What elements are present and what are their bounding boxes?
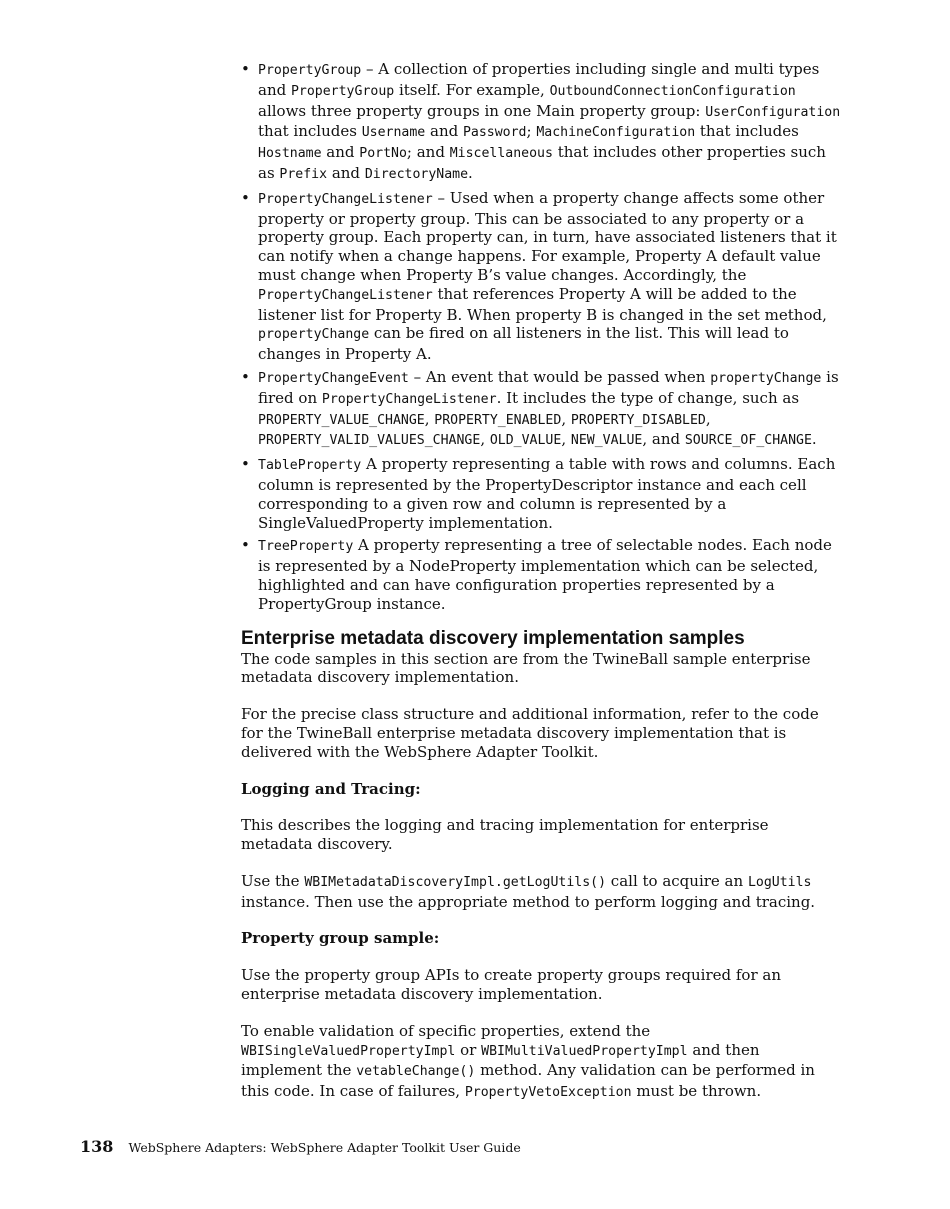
bullet-icon: • [241,60,250,78]
property-type-list [241,60,841,614]
list-item [241,189,841,364]
code-term: PROPERTY_VALUE_CHANGE [258,412,425,428]
page-number: 138 [80,1137,114,1156]
code-term: propertyChange [710,370,822,386]
book-title: WebSphere Adapters: WebSphere Adapter Toolkit User Guide [128,1140,521,1155]
bullet-icon: • [241,536,250,555]
code-term: PROPERTY_DISABLED [570,412,706,428]
code-term: TableProperty [258,458,362,474]
code-term: NEW_VALUE [570,433,643,449]
list-item [241,536,841,613]
code-term: OLD_VALUE [489,433,562,449]
code-term: WBISingleValuedPropertyImpl [241,1043,456,1059]
code-term: UserConfiguration [705,104,841,120]
code-term: PropertyChangeListener [258,287,433,303]
code-term: PropertyGroup [290,83,395,99]
page-footer [80,1137,521,1156]
code-term: PropertyChangeListener [258,191,433,207]
code-term: Username [361,125,426,141]
list-item-text: PropertyGroup – A collection of properties including single and multi types and PropertyGroup itself. For example, OutboundConnectionConfiguration allows three property groups in one Main property group: UserConfiguration that includes Username and Password; MachineConfiguration that includes Hostname and PortNo; and Miscellaneous that includes other properties such as Prefix and DirectoryName. [258,60,841,182]
code-term: PropertyVetoException [464,1085,632,1101]
list-item [241,455,841,532]
logging-paragraph: This describes the logging and tracing implementation for enterprise metadata discovery. [241,816,769,854]
property-group-paragraph: Use the property group APIs to create property groups required for an enterprise metadata discovery implementation. [241,966,781,1004]
list-item-text: TreeProperty A property representing a tree of selectable nodes. Each node is represented by a NodeProperty implementation which can be selected, highlighted and can have configuration properties represented by a PropertyGroup instance. [258,536,832,613]
code-term: OutboundConnectionConfiguration [549,83,796,99]
refer-paragraph: For the precise class structure and additional information, refer to the code for the TwineBall enterprise metadata discovery implementation that is delivered with the WebSphere Adapter Toolkit. [241,705,819,761]
code-term: WBIMultiValuedPropertyImpl [481,1043,688,1059]
list-item-text: PropertyChangeListener – Used when a property change affects some other property or property group. This can be associated to any property or a property group. Each property can, in turn, have associated listeners that it can notify when a change happens. For example, Property A default value must change when Property B’s value changes. Accordingly, the PropertyChangeListener that references Property A will be added to the listener list for Property B. When property B is changed in the set method, propertyChange can be fired on all listeners in the list. This will lead to changes in Property A. [258,188,837,364]
code-term: PROPERTY_VALID_VALUES_CHANGE [258,433,481,449]
code-term: propertyChange [258,327,370,343]
code-term: PortNo [359,146,407,162]
code-term: PropertyGroup [258,63,362,78]
code-term: Hostname [258,146,322,162]
bullet-icon: • [241,455,250,474]
list-item [241,368,841,451]
code-term: MachineConfiguration [536,125,696,141]
code-term: vetableChange() [356,1064,476,1080]
logutils-paragraph: Use the WBIMetadataDiscoveryImpl.getLogUtils() call to acquire an LogUtils instance. Then use the appropriate method to perform logging and tracing. [241,871,816,911]
section-heading: Enterprise metadata discovery implementation samples [241,627,745,649]
code-term: DirectoryName [364,166,469,182]
intro-paragraph: The code samples in this section are from the TwineBall sample enterprise metadata discovery implementation. [241,649,811,687]
code-term: Miscellaneous [449,146,553,162]
code-term: WBIMetadataDiscoveryImpl.getLogUtils() [304,874,607,890]
list-item-text: TableProperty A property representing a table with rows and columns. Each column is represented by the PropertyDescriptor instance and each cell corresponding to a given row and column is represented by a SingleValuedProperty implementation. [258,455,836,532]
logging-subheading: Logging and Tracing: [241,779,421,798]
property-group-subheading: Property group sample: [241,929,440,948]
list-item [241,60,841,185]
code-term: LogUtils [747,874,812,890]
page-content [241,60,841,1121]
code-term: PropertyChangeEvent [258,370,409,386]
bullet-icon: • [241,188,250,207]
code-term: TreeProperty [258,539,354,555]
code-term: Password [462,125,527,141]
code-term: PROPERTY_ENABLED [434,412,562,428]
list-item-text: PropertyChangeEvent – An event that would be passed when propertyChange is fired on PropertyChangeListener. It includes the type of change, such as PROPERTY_VALUE_CHANGE, PROPERTY_ENABLED, PROPERTY_DISABLED, PROPERTY_VALID_VALUES_CHANGE, OLD_VALUE, NEW_VALUE, and SOURCE_OF_CHANGE. [258,367,839,449]
code-term: PropertyChangeListener [321,391,497,407]
code-term: SOURCE_OF_CHANGE [684,433,812,449]
code-term: Prefix [279,166,328,182]
bullet-icon: • [241,367,250,386]
validation-paragraph: To enable validation of specific properties, extend the WBISingleValuedPropertyImpl or WBIMultiValuedPropertyImpl and then implement the vetableChange() method. Any validation can be performed in this code. In case of failures, PropertyVetoException must be thrown. [241,1021,815,1101]
